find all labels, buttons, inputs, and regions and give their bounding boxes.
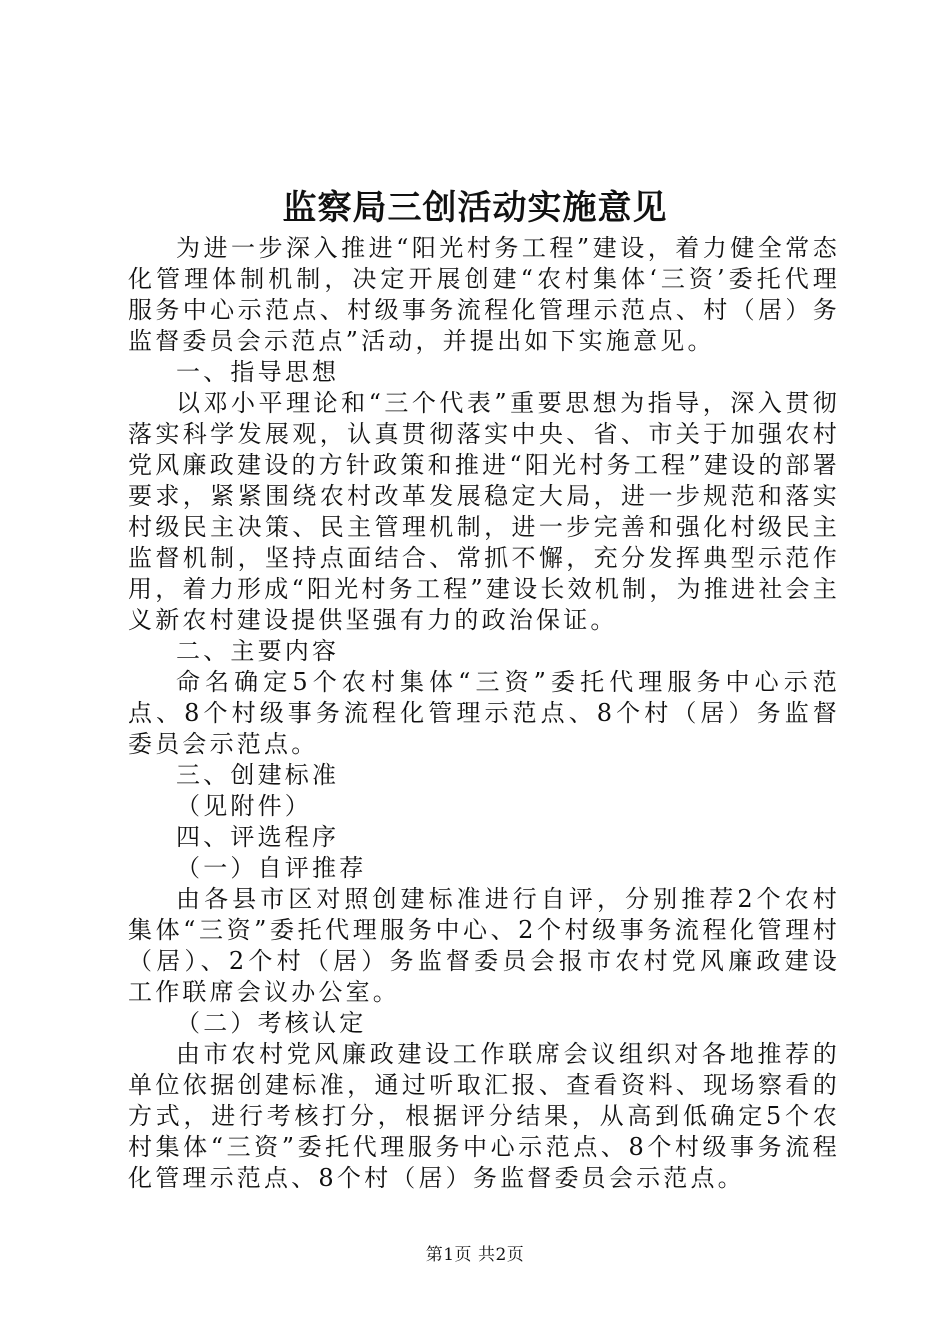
standards-note: （见附件） bbox=[176, 792, 312, 820]
assessment-paragraph: 由市农村党风廉政建设工作联席会议组织对各地推荐的单位依据创建标准，通过听取汇报、查看资料、现场察看的方式，进行考核打分，根据评分结果，从高到低确定5个农村集体“三资”委托代理服务中心示范点、8个村级事务流程化管理示范点、8个村（居）务监督委员会示范点。 bbox=[128, 1040, 840, 1192]
subheading-assessment: （二）考核认定 bbox=[176, 1009, 367, 1037]
section-heading-guiding-ideology: 一、指导思想 bbox=[176, 358, 340, 386]
document-body bbox=[128, 233, 840, 1194]
section-heading-main-content: 二、主要内容 bbox=[176, 637, 340, 665]
guiding-ideology-paragraph: 以邓小平理论和“三个代表”重要思想为指导，深入贯彻落实科学发展观，认真贯彻落实中央、省、市关于加强农村党风廉政建设的方针政策和推进“阳光村务工程”建设的部署要求，紧紧围绕农村改革发展稳定大局，进一步规范和落实村级民主决策、民主管理机制，进一步完善和强化村级民主监督机制，坚持点面结合、常抓不懈，充分发挥典型示范作用，着力形成“阳光村务工程”建设长效机制，为推进社会主义新农村建设提供坚强有力的政治保证。 bbox=[128, 389, 840, 634]
section-heading-standards: 三、创建标准 bbox=[176, 761, 340, 789]
main-content-paragraph: 命名确定5个农村集体“三资”委托代理服务中心示范点、8个村级事务流程化管理示范点、8个村（居）务监督委员会示范点。 bbox=[128, 668, 840, 758]
intro-paragraph: 为进一步深入推进“阳光村务工程”建设，着力健全常态化管理体制机制，决定开展创建“农村集体‘三资’委托代理服务中心示范点、村级事务流程化管理示范点、村（居）务监督委员会示范点”活动，并提出如下实施意见。 bbox=[128, 234, 840, 355]
section-heading-selection-procedure: 四、评选程序 bbox=[176, 823, 340, 851]
subheading-self-evaluation: （一）自评推荐 bbox=[176, 854, 367, 882]
self-evaluation-paragraph: 由各县市区对照创建标准进行自评，分别推荐2个农村集体“三资”委托代理服务中心、2个村级事务流程化管理村（居）、2个村（居）务监督委员会报市农村党风廉政建设工作联席会议办公室。 bbox=[128, 885, 840, 1006]
page-number-footer: 第1页 共2页 bbox=[425, 1245, 525, 1265]
document-title: 监察局三创活动实施意见 bbox=[282, 188, 668, 228]
